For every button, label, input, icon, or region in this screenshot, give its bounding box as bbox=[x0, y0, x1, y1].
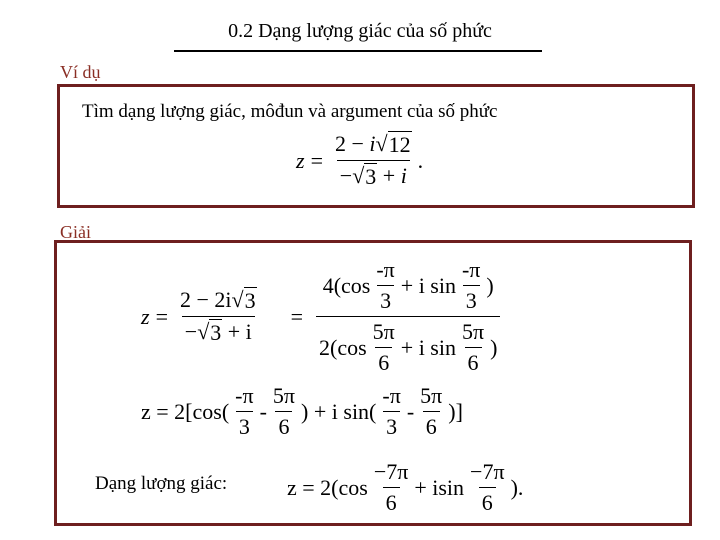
example-box bbox=[57, 84, 695, 208]
num-minus: − bbox=[351, 131, 364, 156]
den-minus: − bbox=[339, 163, 353, 188]
fraction-denominator: − √ 3 + i bbox=[182, 316, 255, 346]
sqrt-12: √ 12 bbox=[375, 131, 411, 157]
solution-box bbox=[54, 240, 692, 526]
example-fraction bbox=[332, 131, 415, 190]
period: . bbox=[417, 147, 424, 173]
solution-line-2: z = 2[cos( $\frac{-\pi}{3}$ - $\frac{5\pi}{6}$ ) + i sin( $\frac{-\pi}{3}$ - $\frac{5\pi}{6}$ )] bbox=[141, 383, 463, 439]
example-label: Ví dụ bbox=[60, 62, 101, 82]
left-fraction bbox=[177, 287, 260, 346]
sqrt-3: √ 3 bbox=[352, 163, 377, 189]
equals-sign: = bbox=[155, 303, 168, 329]
fraction-denominator bbox=[337, 160, 410, 190]
equals-sign-2: = bbox=[290, 303, 304, 329]
example-formula bbox=[296, 131, 423, 190]
title-underline bbox=[174, 50, 542, 52]
fraction-numerator bbox=[332, 131, 415, 160]
solution-line-3: z = 2(cos $\frac{-7\pi}{6}$ + isin $\frac{-7\pi}{6}$ ). bbox=[287, 459, 524, 515]
var-z: z bbox=[296, 147, 305, 173]
solution-label: Giải bbox=[60, 222, 91, 242]
num-i: i bbox=[369, 131, 376, 156]
polar-fraction bbox=[316, 257, 500, 376]
den-plus: + bbox=[382, 163, 396, 188]
example-prompt: Tìm dạng lượng giác, môđun và argument của số phức bbox=[82, 101, 498, 122]
slide-title: 0.2 Dạng lượng giác của số phức bbox=[228, 20, 492, 42]
trig-form-label: Dạng lượng giác: bbox=[95, 473, 228, 494]
solution-line-1 bbox=[141, 257, 503, 376]
fraction-numerator: 2 − 2i √ 3 bbox=[179, 287, 256, 313]
polar-numerator: 4(cos $\frac{-\pi}{3}$ + i sin $\frac{-\pi}{3}$ ) bbox=[322, 257, 494, 313]
var-z: z bbox=[141, 303, 150, 329]
den-i: i bbox=[400, 163, 407, 188]
polar-denominator: 2(cos $\frac{5\pi}{6}$ + i sin $\frac{5\pi}{6}$ ) bbox=[316, 316, 500, 376]
num-2: 2 bbox=[334, 131, 346, 156]
equals-sign: = bbox=[310, 147, 323, 173]
